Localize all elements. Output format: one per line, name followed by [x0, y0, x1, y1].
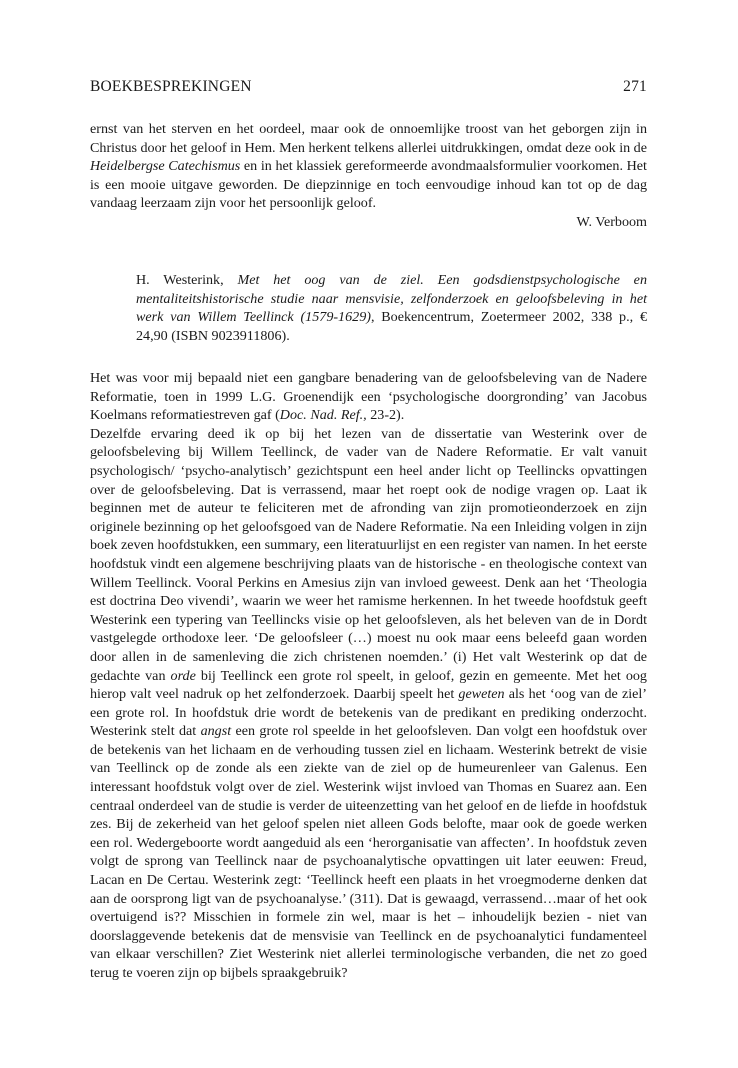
italic-reference: Doc. Nad. Ref.,	[279, 407, 367, 424]
text-run: bij Teellinck een grote rol speelt, in geloof, gezin en gemeente. Met het oog hierop valt veel nadruk op het zelfonderzoek. Daarbij speelt het	[90, 667, 647, 703]
page-number: 271	[623, 78, 647, 95]
text-run: ernst van het sterven en het oordeel, maar ook de onnoemlijke troost van het geborgen zijn in Christus door het geloof in Hem. Men herkent telkens allerlei uitdrukkingen, omdat deze ook in de	[90, 121, 647, 156]
text-run: een grote rol speelde in het geloofsleven. Dan volgt een hoofdstuk over de betekenis van het lichaam en de verhouding tussen ziel en lichaam. Westerink betrekt de visie van Teellinck op de zonde als een ziekte van de ziel op de humeurenleer van Galenus. Een interessant hoofdstuk volgt over de ziel. Westerink wijst invloed van Thomas en Suarez aan. Een centraal onderdeel van de studie is verder de uiteenzetting van het geloof en de liefde in hoofdstuk zes. Bij de zekerheid van het geloof spelen niet alleen Gods belofte, maar ook de goede werken een rol. Wedergeboorte wordt aangeduid als een ‘herorganisatie van affecten’. In hoofdstuk zeven volgt de sprong van Teellinck naar de psychoanalytische opvattingen uit later eeuwen: Freud, Lacan en De Certau. Westerink zegt: ‘Teellinck heeft een plaats in het vroegmoderne denken dat aan de oorsprong ligt van de psychoanalyse.’ (311). Dat is gewaagd, verrassend…maar of het ook overtuigend is?? Misschien in formele zin wel, maar is het – inhoudelijk bezien - niet van doorslaggevende betekenis dat de mensvisie van Teellinck en de psychoanalytici fundamenteel van elkaar verschillen? Ziet Westerink niet allerlei terminologische verbanden, die net zo goed terug te voeren zijn op bijbels spraakgebruik?	[90, 723, 647, 981]
italic-word: orde	[170, 667, 196, 684]
review-body	[90, 369, 647, 983]
text-run: Dezelfde ervaring deed ik op bij het lezen van de dissertatie van Westerink over de geloofsbeleving bij Willem Teellinck, de vader van de Nadere Reformatie. Er valt vanuit psychologisch/ ‘psycho-analytisch’ gezichtspunt een heel ander licht op Teellincks opvattingen over de geloofsbeleving. Dat is verrassend, maar het roept ook de nodige vragen op. Laat ik beginnen met de auteur te feliciteren met de afronding van zijn promotieonderzoek en zijn originele bezinning op het geloofsgoed van de Nadere Reformatie. Na een Inleiding volgen in zijn boek zeven hoofdstukken, een summary, een literatuurlijst en een register van namen. In het eerste hoofdstuk vindt een algemene beschrijving plaats van de historische - en theologische context van Willem Teellinck. Vooral Perkins en Amesius zijn van invloed geweest. Denk aan het ‘Theologia est doctrina Deo vivendi’, waarin we weer het ramisme herkennen. In het tweede hoofdstuk geeft Westerink een typering van Teellincks visie op het geloofsleven, als het beleven van de in Dordt vastgelegde orthodoxe leer. ‘De geloofsleer (…) moest nu ook maar eens beleefd gaan worden door allen in de samenleving die zich christenen noemden.’ (i) Het valt Westerink op dat de gedachte van	[90, 425, 647, 684]
text-run: 23-2).	[366, 407, 405, 424]
text-run: en in het klassiek gereformeerde avondmaalsformulier voorkomen. Het is een mooie uitgave geworden. De diepzinnige en toch eenvoudige inhoud kan tot op de dag vandaag leerzaam zijn voor het persoonlijk geloof.	[90, 158, 647, 212]
text-run: als het ‘oog van de ziel’ een grote rol. In hoofdstuk drie wordt de betekenis van de predikant en prediking onderzocht. Westerink stelt dat	[90, 686, 647, 740]
italic-word: angst	[200, 723, 232, 740]
book-citation	[136, 271, 647, 345]
previous-review-ending	[90, 120, 647, 232]
citation-details: , Boekencentrum, Zoetermeer 2002, 338 p., € 24,90 (ISBN 9023911806).	[136, 309, 647, 344]
italic-title: Heidelbergse Catechismus	[90, 158, 241, 175]
text-run: Het was voor mij bepaald niet een gangbare benadering van de geloofsbeleving van de Nadere Reformatie, toen in 1999 L.G. Groenendijk een ‘psychologische doorgronding’ van Jacobus Koelmans reformatiestreven gaf (	[90, 370, 647, 424]
section-title: BOEKBESPREKINGEN	[90, 78, 252, 95]
review-paragraph-1	[90, 369, 647, 425]
italic-word: geweten	[458, 686, 505, 703]
citation-author: H. Westerink,	[136, 272, 238, 288]
reviewer-signature: W. Verboom	[576, 213, 647, 230]
running-header	[90, 78, 647, 96]
citation-paragraph	[136, 271, 647, 345]
review-paragraph-2	[90, 425, 647, 983]
citation-title: Met het oog van de ziel. Een godsdienstpsychologische en mentaliteitshistorische studie naar mensvisie, zelfonderzoek en geloofsbeleving in het werk van Willem Teellinck (1579-1629)	[136, 272, 647, 326]
previous-review-paragraph	[90, 120, 647, 213]
